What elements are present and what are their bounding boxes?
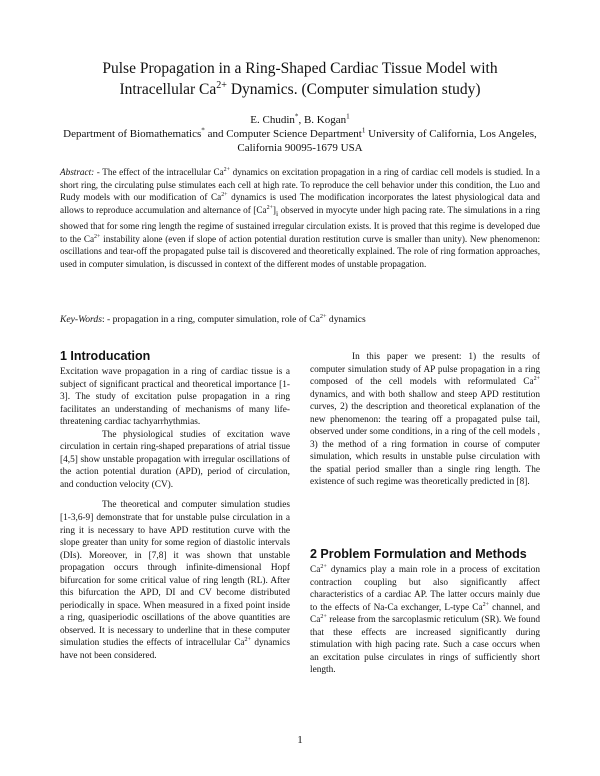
keywords: Key-Words: - propagation in a ring, computer simulation, role of $Ca^{2+}$ dynamics	[60, 312, 366, 325]
affiliation: Department of Biomathematics* and Computer Science Department$^1$ University of California, Los Angeles, California 90095-1679 USA	[63, 126, 537, 154]
section-2	[310, 547, 540, 677]
section-1-heading: 1 Introducation	[60, 349, 151, 363]
intro-paragraph-1: Excitation wave propagation in a ring of cardiac tissue is a subject of significant practical and theoretical importance [1-3]. The study of excitation pulse propagation in a ring facilitates an understanding of mechanisms of many life-threatening cardiac tachyarrhythmias.	[60, 367, 290, 428]
keywords-label: Key-Words	[60, 314, 102, 325]
right-column	[310, 351, 540, 489]
intro-paragraph-2: The physiological studies of excitation wave circulation in certain ring-shaped preparations of atrial tissue [4,5] show unstable propagation with irregular oscillations of the action potential duration (APD), period of circulation, and conduction velocity (CV).	[60, 429, 290, 490]
paper-title	[40, 58, 560, 100]
title-line-1: Pulse Propagation in a Ring-Shaped Cardiac Tissue Model with	[102, 60, 498, 77]
author-list: E. Chudin*, B. Kogan$^1$	[250, 112, 350, 126]
methods-paragraph-1: $Ca^{2+}$ dynamics play a main role in a process of excitation contraction coupling but also significantly affect characteristics of a cardiac AP. The latter occurs mainly due to the effects of Na-Ca exchanger, L-type $Ca^{2+}$ channel, and $Ca^{2+}$ release from the sarcoplasmic reticulum (SR). We found that these effects are increased significantly during stimulation with high pacing rate. Such a case occurs when an excitation pulse circulates in rings of sufficiently short length.	[310, 563, 540, 676]
section-2-heading: 2 Problem Formulation and Methods	[310, 547, 527, 561]
page-number: 1	[297, 734, 303, 746]
left-column	[60, 349, 290, 663]
contributions-paragraph: In this paper we present: 1) the results of computer simulation study of AP pulse propagation in a ring composed of the cell models with reformulated $Ca^{2+}$ dynamics, and with both shallow and steep APD restitution curves, 2) the description and theoretical explanation of the new phenomenon: the tearing off a propagated pulse tail, observed under some conditions, in a ring of the cell models , 3) the method of a ring formation in course of computer simulation, which results in unstable pulse circulation with the spatial period smaller than a single ring length. The existence of such regime was theoretically predicted in [8].	[310, 352, 540, 488]
abstract-label: Abstract:	[60, 167, 95, 177]
author-1: E. Chudin	[250, 114, 295, 126]
abstract: Abstract: - The effect of the intracellular $Ca^{2+}$ dynamics on excitation propagation in a ring of cardiac cell models is studied. In a short ring, the circulating pulse stimulates each cell at high rate. To reproduce the cell behavior under this condition, the Luo and Rudy models with our modification of $Ca^{2+}$ dynamics is used The modification incorporates the latest physiological data and allows to reproduce accumulation and alternance of $[Ca^{2+}]_i$ observed in myocyte under high pacing rate. The simulations in a ring showed that for some ring length the regime of sustained irregular circulation exists. It is proved that this regime is developed due to the $Ca^{2+}$ instability alone (even if slope of action potential duration restitution curve is smaller than unity). New phenomenon: oscillations and tear-off the propagated pulse tail is discovered and theoretically explained. The role of ring formation approaches, used in computer simulation, is discussed in context of the different modes of unstable propagation.	[60, 166, 541, 269]
title-line-2: Intracellular $Ca^{2+}$ Dynamics. (Computer simulation study)	[119, 79, 481, 98]
intro-paragraph-3: The theoretical and computer simulation studies [1-3,6-9] demonstrate that for unstable pulse circulation in a ring it is necessary to have APD restitution curve with the slope greater than unity for some region of diastolic intervals (DIs). Moreover, in [7,8] it was shown that unstable propagation occurs through infinite-dimensional Hopf bifurcation for some critical value of ring length (RL). After this bifurcation the APD, DI and CV become distributed periodically in space. When measured in a fixed point inside a ring, quasiperiodic oscillations of the above quantities are observed. It is necessary to underline that in these computer simulation studies the effects of intracellular $Ca^{2+}$ dynamics have not been considered.	[60, 500, 290, 662]
author-2: B. Kogan	[303, 114, 347, 126]
